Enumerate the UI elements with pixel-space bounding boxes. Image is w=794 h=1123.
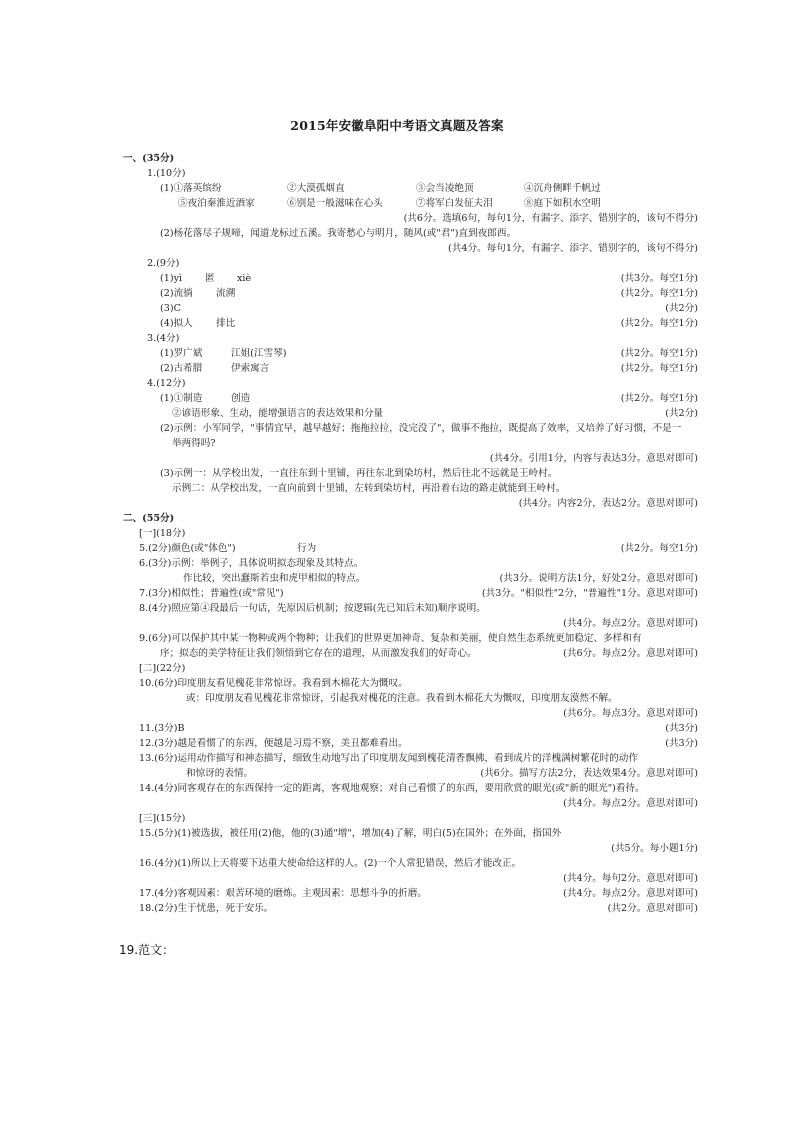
- q8-note: (共4分。每点2分。意思对即可): [563, 618, 698, 629]
- q12: 12.(3分)越是看惯了的东西，便越是习焉不察，美丑都难看出。: [139, 738, 408, 749]
- q5-a: 5.(2分)颜色(或"体色"): [139, 543, 236, 554]
- q2-row4-a: (4)拟人: [160, 318, 193, 329]
- q17-note: (共4分。每点2分。意思对即可): [563, 888, 698, 899]
- q1-score-note-2: (共4分。每句1分，有漏字、添字、错别字的，该句不得分): [448, 243, 698, 254]
- q1-answer-8: ⑧庭下如积水空明: [524, 198, 601, 209]
- q17: 17.(4分)客观因素：艰苦环境的磨炼。主观因素：思想斗争的折磨。: [139, 888, 427, 899]
- q4-r4: (3)示例一：从学校出发，一直往东到十里铺，再往东北到染坊村，然后往北不远就是王岭村。: [160, 468, 558, 479]
- q2-row4-note: (共2分。每空1分): [620, 318, 698, 329]
- q7-note: (共3分。"相似性"2分，"普遍性"1分。意思对即可): [481, 588, 698, 599]
- q13: 13.(6分)运用动作描写和神态描写，细致生动地写出了印度朋友闻到槐花清香飘拂，看到成片的洋槐满树繁花时的动作: [139, 753, 638, 764]
- section2-heading: [二](22分): [139, 663, 186, 674]
- q3-row2-a: (2)古希腊: [160, 363, 203, 374]
- q2-row1-note: (共3分。每空1分): [620, 273, 698, 284]
- q3-heading: 3.(4分): [147, 333, 180, 344]
- q2-row3-note: (共2分): [665, 303, 698, 314]
- q10-note: (共6分。每点3分。意思对即可): [563, 708, 698, 719]
- q1-part2-answer: (2)杨花落尽子规啼，闻道龙标过五溪。我寄愁心与明月，随风(或"君")直到夜郎西。: [160, 228, 517, 239]
- q3-row1-b: 江姐(江雪琴): [231, 348, 287, 359]
- q1-answer-4: ④沉舟侧畔千帆过: [524, 183, 601, 194]
- q3-row1-note: (共2分。每空1分): [620, 348, 698, 359]
- q2-row1-c: xiè: [237, 273, 252, 284]
- q7: 7.(3分)相似性；普遍性(或"常见"): [139, 588, 284, 599]
- q4-r5: 示例二：从学校出发，一直向前到十里铺，左转到染坊村，再沿着右边的路走就能到王岭村。: [172, 483, 566, 494]
- q1-answer-7: ⑦将军白发征夫泪: [416, 198, 493, 209]
- q19-model-essay-label: 19.范文：: [119, 943, 175, 957]
- q10-alt: 或：印度朋友看见槐花非常惊讶，引起我对槐花的注意。我看到木棉花大为慨叹，印度朋友漠然不解。: [186, 693, 618, 704]
- section3-heading: [三](15分): [139, 813, 186, 824]
- q2-row2-a: (2)流徜: [160, 288, 193, 299]
- q2-heading: 2.(9分): [147, 258, 180, 269]
- q16-note: (共4分。每句2分。意思对即可): [563, 873, 698, 884]
- q4-r2: ②谚语形象、生动，能增强语言的表达效果和分量: [172, 408, 384, 419]
- q3-row1-a: (1)罗广斌: [160, 348, 203, 359]
- q4-r2-note: (共2分): [665, 408, 698, 419]
- q11: 11.(3分)B: [139, 723, 185, 734]
- q5-b: 行为: [297, 543, 317, 554]
- page-title: 2015年安徽阜阳中考语文真题及答案: [290, 118, 504, 133]
- q2-row2-b: 流溯: [216, 288, 236, 299]
- part2-heading: 二、(55分): [123, 513, 175, 524]
- q2-row3-a: (3)C: [160, 303, 181, 314]
- q15: 15.(5分)(1)被选拔，被任用(2)他，他的(3)通"增"，增加(4)了解，明白(5)在国外；在外面，指国外: [139, 828, 562, 839]
- q13-cont: 和惊讶的表情。: [186, 768, 254, 779]
- q4-heading: 4.(12分): [147, 378, 186, 389]
- q9: 9.(6分)可以保护其中某一物种或两个物种；让我们的世界更加神奇、复杂和美丽，使自然生态系统更加稳定、多样和有: [139, 633, 642, 644]
- q18: 18.(2分)生于忧患，死于安乐。: [139, 903, 274, 914]
- q1-answer-3: ③会当凌绝顶: [416, 183, 474, 194]
- q3-row2-note: (共2分。每空1分): [620, 363, 698, 374]
- q4-r1-a: (1)①制造: [160, 393, 203, 404]
- q11-note: (共3分): [665, 723, 698, 734]
- q4-r1-note: (共2分。每空1分): [620, 393, 698, 404]
- q9-note: (共6分。每点2分。意思对即可): [563, 648, 698, 659]
- q2-row1-b: 匿: [205, 273, 215, 284]
- q13-note: (共6分。描写方法2分，表达效果4分。意思对即可): [480, 768, 698, 779]
- q5-note: (共2分。每空1分): [620, 543, 698, 554]
- q14: 14.(4分)同客观存在的东西保持一定的距离，客观地观察；对自己看惯了的东西，要用欣赏的眼光(或"新的眼光")看待。: [139, 783, 645, 794]
- q9-cont: 序；拟态的美学特征让我们领悟到它存在的道理，从而激发我们的好奇心。: [160, 648, 477, 659]
- q6-cont: 作比较，突出蠢斯若虫和虎甲相似的特点。: [183, 573, 366, 584]
- q2-row4-b: 排比: [216, 318, 236, 329]
- q12-note: (共3分): [665, 738, 698, 749]
- q15-note: (共5分。每小题1分): [611, 843, 698, 854]
- q1-answer-6: ⑥别是一般滋味在心头: [287, 198, 383, 209]
- q1-answer-1: (1)①落英缤纷: [160, 183, 222, 194]
- q4-r5-note: (共4分。内容2分，表达2分。意思对即可): [518, 498, 698, 509]
- q6-note: (共3分。说明方法1分，好处2分。意思对即可): [499, 573, 698, 584]
- q8: 8.(4分)照应第④段最后一句话，先原因后机制；按逻辑(先已知后未知)顺序说明。: [139, 603, 486, 614]
- q1-answer-2: ②大漠孤烟直: [287, 183, 345, 194]
- section1-heading: [一](18分): [139, 528, 186, 539]
- q4-r3-note: (共4分。引用1分，内容与表达3分。意思对即可): [489, 453, 698, 464]
- part1-heading: 一、(35分): [123, 153, 175, 164]
- q16: 16.(4分)(1)所以上天将要下达重大使命给这样的人。(2)一个人常犯错误，然后才能改正。: [139, 858, 522, 869]
- q2-row1-a: (1)yì: [160, 273, 183, 284]
- q1-answer-5: ⑤夜泊秦淮近酒家: [178, 198, 255, 209]
- q6: 6.(3分)示例：举例子，具体说明拟态现象及其特点。: [139, 558, 364, 569]
- q4-r3-cont: 举两得吗?: [172, 438, 216, 449]
- q10: 10.(6分)印度朋友看见槐花非常惊讶。我看到木棉花大为慨叹。: [139, 678, 408, 689]
- q14-note: (共4分。每点2分。意思对即可): [563, 798, 698, 809]
- q3-row2-b: 伊索寓言: [231, 363, 270, 374]
- q4-r1-b: 创造: [231, 393, 251, 404]
- q1-score-note-1: (共6分。选填6句，每句1分，有漏字、添字、错别字的，该句不得分): [403, 213, 698, 224]
- q1-heading: 1.(10分): [147, 168, 186, 179]
- q4-r3: (2)示例：小军同学，"事情宜早，越早越好；拖拖拉拉，没完没了"，做事不拖拉，既提高了效率，又培养了好习惯，不是一: [160, 423, 682, 434]
- q2-row2-note: (共2分。每空1分): [620, 288, 698, 299]
- q18-note: (共2分。意思对即可): [607, 903, 698, 914]
